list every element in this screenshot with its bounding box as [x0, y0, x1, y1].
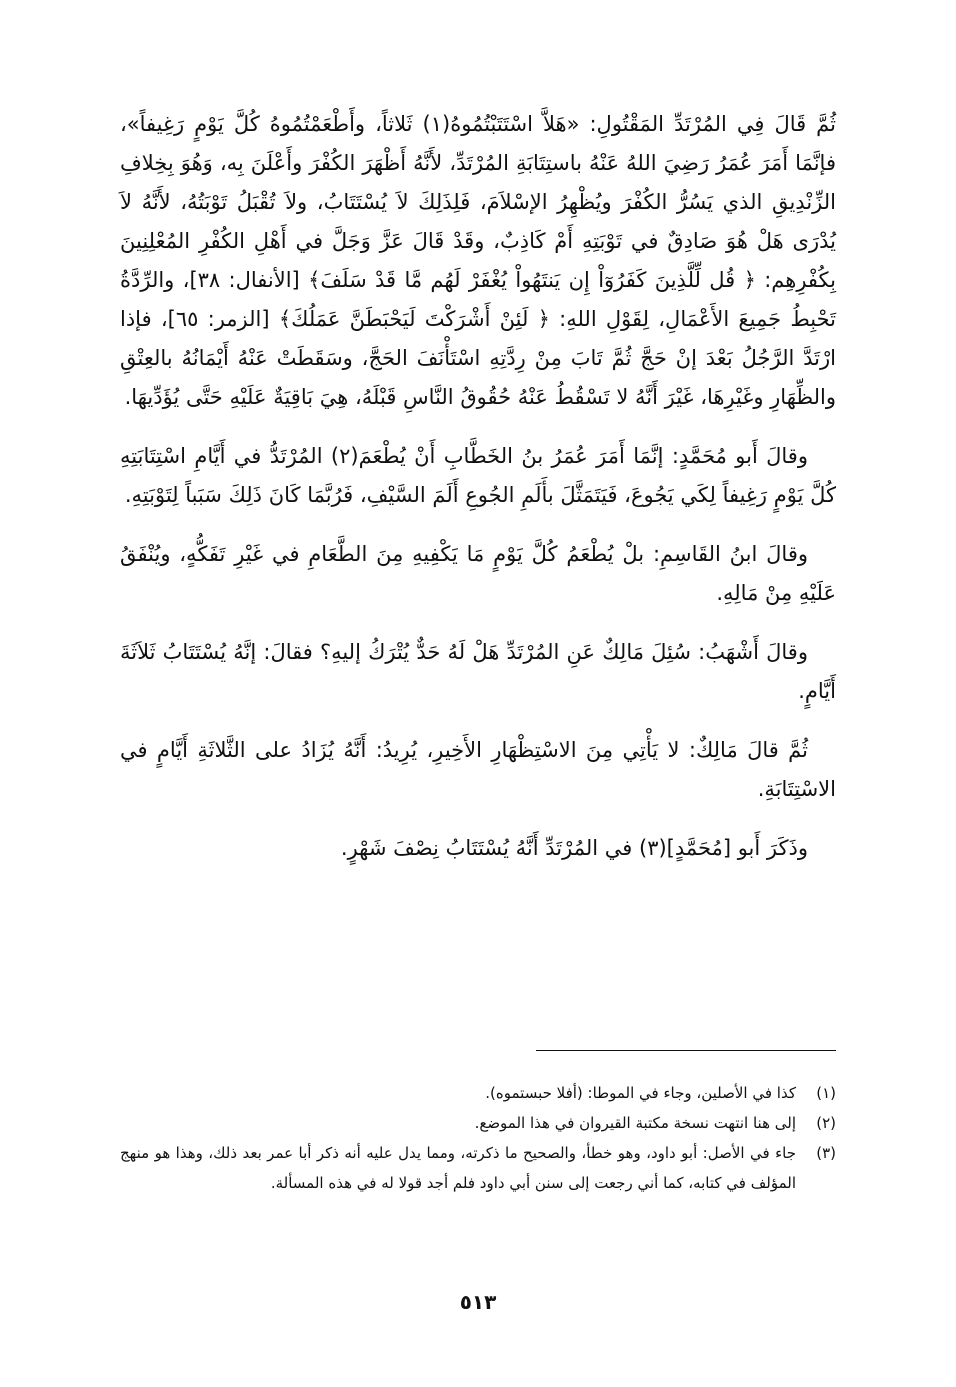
footnote-3 [120, 1138, 836, 1198]
footnote-2 [120, 1108, 836, 1138]
footnote-number: (٣) [816, 1144, 836, 1162]
paragraph-3: وقالَ ابنُ القَاسِمِ: بلْ يُطْعَمُ كُلَّ يَوْمٍ مَا يَكْفِيهِ مِنَ الطَّعَامِ في غَيْرِ تَفَكُّهٍ، ويُنْفَقُ عَلَيْهِ مِنْ مَالِهِ. [120, 542, 836, 605]
paragraph-4: وقالَ أَشْهَبُ: سُئِلَ مَالِكٌ عَنِ المُرْتَدِّ هَلْ لَهُ حَدٌّ يُتْرَكُ إليهِ؟ فقالَ: إنَّهُ يُسْتَتَابُ ثَلاَثَةَ أَيَّامٍ. [120, 640, 836, 703]
footnotes [120, 1078, 836, 1198]
footnote-1 [120, 1078, 836, 1108]
paragraph-5: ثُمَّ قالَ مَالِكٌ: لا يَأْتِي مِنَ الاسْتِظْهَارِ الأَخِيرِ، يُرِيدُ: أَنَّهُ يُزَادُ على الثَّلاثَةِ أَيَّامٍ في الاسْتِتَابَةِ. [120, 738, 836, 801]
page-number: ٥١٣ [459, 1290, 497, 1314]
footnote-number: (٢) [816, 1114, 836, 1132]
footnote-text: كذا في الأصلين، وجاء في الموطا: (أفلا حبستموه). [485, 1084, 796, 1102]
footnote-separator [536, 1050, 836, 1051]
paragraph-1: ثُمَّ قَالَ فِي المُرْتَدِّ المَقْتُولِ: «هَلاَّ اسْتَتَبْتُمُوهُ(١) ثَلاثاً، وأَطْعَمْتُمُوهُ كُلَّ يَوْمٍ رَغِيفاً»، فإنَّمَا أَمَرَ عُمَرُ رَضِيَ اللهُ عَنْهُ باستِتَابَةِ المُرْتَدِّ، لأَنَّهُ أَظْهَرَ الكُفْرَ وأَعْلَنَ بِه، وَهُوَ بِخِلافِ الزِّنْدِيقِ الذي يَسُرُّ الكُفْرَ ويُظْهِرُ الإسْلاَمَ، فَلِذَلِكَ لاَ يُسْتَتَابُ، ولاَ تُقْبَلُ تَوْبَتُهُ، لأَنَّهُ لاَ يُدْرَى هَلْ هُوَ صَادِقٌ في تَوْبَتِهِ أَمْ كَاذِبٌ، وقَدْ قَالَ عَزَّ وَجَلَّ في أَهْلِ الكُفْرِ المُعْلِنِينَ بِكُفْرِهِم: ﴿ قُل لِّلَّذِينَ كَفَرُوٓاْ إِن يَنتَهُواْ يُغْفَرْ لَهُم مَّا قَدْ سَلَفَ﴾ [الأنفال: ٣٨]، والرِّدَّةُ تَحْبِطُ جَمِيعَ الأَعْمَالِ، لِقَوْلِ اللهِ: ﴿ لَئِنْ أَشْرَكْتَ لَيَحْبَطَنَّ عَمَلُكَ﴾ [الزمر: ٦٥]، فإذا ارْتَدَّ الرَّجُلُ بَعْدَ إنْ حَجَّ ثُمَّ تَابَ مِنْ رِدَّتِهِ اسْتَأْنَفَ الحَجَّ، وسَقَطَتْ عَنْهُ أَيْمَانُهُ بالعِتْقِ والظِّهَارِ وغَيْرِهَا، غَيْرَ أَنَّهُ لا تَسْقُطُ عَنْهُ حُقُوقُ النَّاسِ قَبْلَهُ، هِيَ بَاقِيَةٌ عَلَيْهِ حَتَّى يُؤَدِّيهَا. [120, 112, 836, 409]
footnote-text: إلى هنا انتهت نسخة مكتبة القيروان في هذا الموضع. [474, 1114, 796, 1132]
paragraph-6: وذَكَرَ أَبو [مُحَمَّدٍ](٣) في المُرْتَدِّ أَنَّهُ يُسْتَتَابُ نِصْفَ شَهْرٍ. [340, 836, 808, 860]
main-text [120, 105, 836, 888]
footnote-number: (١) [816, 1084, 836, 1102]
paragraph-2: وقالَ أَبو مُحَمَّدٍ: إنَّمَا أَمَرَ عُمَرُ بنُ الخَطَّابِ أَنْ يُطْعَمَ(٢) المُرْتَدُّ في أَيَّامِ اسْتِتَابَتِهِ كُلَّ يَوْمٍ رَغِيفاً لِكَي يَجُوعَ، فَيَتَمَثَّلَ بأَلَمِ الجُوعِ أَلَمَ السَّيْفِ، فَرُبَّمَا كَانَ ذَلِكَ سَبَباً لِتَوْبَتِهِ. [120, 444, 836, 507]
footnote-text: جاء في الأصل: أبو داود، وهو خطأ، والصحيح ما ذكرته، ومما يدل عليه أنه ذكر أبا عمر بعد ذلك، وهذا هو منهج المؤلف في كتابه، كما أني رجعت إلى سنن أبي داود فلم أجد قولا له في هذه المسألة. [120, 1144, 796, 1192]
